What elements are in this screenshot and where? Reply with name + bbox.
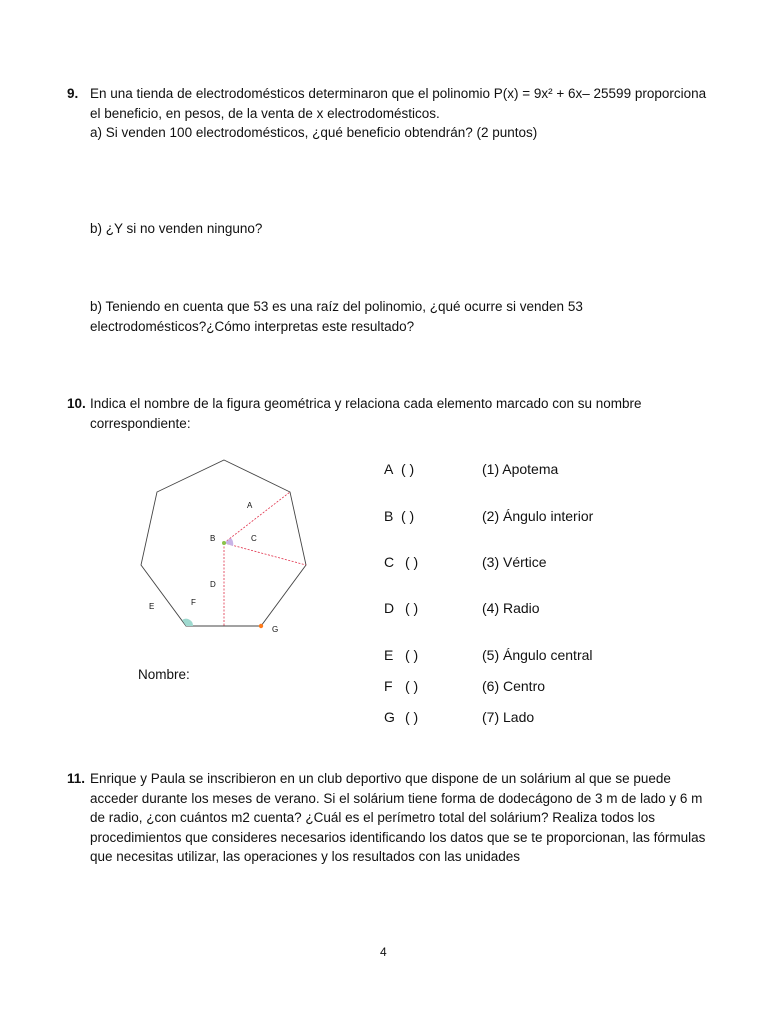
- match-blank[interactable]: ( ): [405, 709, 419, 725]
- match-letter: G: [384, 709, 395, 725]
- match-blank[interactable]: ( ): [405, 647, 419, 663]
- question-10-number: 10.: [67, 396, 86, 411]
- match-blank[interactable]: ( ): [405, 554, 419, 570]
- match-blank[interactable]: ( ): [405, 600, 419, 616]
- match-option: (7) Lado: [482, 709, 535, 725]
- label-g: G: [272, 625, 279, 634]
- match-option: (5) Ángulo central: [482, 647, 593, 663]
- center-point: [222, 541, 226, 545]
- figure-name-label: Nombre:: [138, 667, 190, 682]
- question-10-line-2: correspondiente:: [90, 416, 191, 431]
- label-a: A: [247, 501, 253, 510]
- match-option: (4) Radio: [482, 600, 540, 616]
- question-11-line-2: acceder durante los meses de verano. Si el solárium tiene forma de dodecágono de 3 m de lado y 6 m: [90, 791, 703, 806]
- question-9-line-2: el beneficio, en pesos, de la venta de x electrodomésticos.: [90, 106, 440, 121]
- match-option: (3) Vértice: [482, 554, 547, 570]
- question-11-number: 11.: [67, 771, 86, 786]
- question-11-line-4: procedimientos que consideres necesarios identificando los datos que se te proporcionan, las fórmulas: [90, 830, 706, 845]
- question-11-line-5: que necesitas utilizar, las operaciones y los resultados con las unidades: [90, 849, 521, 864]
- question-11-line-3: de radio, ¿con cuántos m2 cuenta? ¿Cuál es el perímetro total del solárium? Realiza todos los: [90, 810, 656, 825]
- match-option: (2) Ángulo interior: [482, 508, 594, 524]
- match-blank[interactable]: ( ): [405, 678, 419, 694]
- question-9-part-b: b) ¿Y si no venden ninguno?: [90, 221, 263, 236]
- match-letter: C: [384, 554, 395, 570]
- radius-line-2: [224, 543, 306, 565]
- vertex-point: [259, 624, 263, 628]
- match-option: (1) Apotema: [482, 461, 559, 477]
- match-letter: F: [384, 678, 393, 694]
- match-blank[interactable]: ( ): [401, 508, 415, 524]
- label-f: F: [191, 598, 196, 607]
- question-9-part-a: a) Si venden 100 electrodomésticos, ¿qué beneficio obtendrán? (2 puntos): [90, 125, 538, 140]
- interior-angle-mark: [182, 619, 193, 626]
- match-option: (6) Centro: [482, 678, 546, 694]
- match-letter: B: [384, 508, 394, 524]
- match-letter: A: [384, 461, 394, 477]
- match-blank[interactable]: ( ): [401, 461, 415, 477]
- page-number: 4: [380, 945, 387, 959]
- question-9-line-1: En una tienda de electrodomésticos determinaron que el polinomio P(x) = 9x² + 6x– 25599 proporciona: [90, 86, 707, 101]
- radius-line: [224, 492, 290, 543]
- label-b: B: [210, 534, 216, 543]
- label-c: C: [251, 534, 257, 543]
- question-11-line-1: Enrique y Paula se inscribieron en un club deportivo que dispone de un solárium al que se puede: [90, 771, 671, 786]
- label-d: D: [210, 580, 216, 589]
- match-letter: D: [384, 600, 395, 616]
- question-9-number: 9.: [67, 86, 79, 101]
- question-9-part-c-line-2: electrodomésticos?¿Cómo interpretas este resultado?: [90, 319, 415, 334]
- question-9-part-c-line-1: b) Teniendo en cuenta que 53 es una raíz del polinomio, ¿qué ocurre si venden 53: [90, 299, 583, 314]
- label-e: E: [149, 602, 155, 611]
- question-10-line-1: Indica el nombre de la figura geométrica y relaciona cada elemento marcado con su nombre: [90, 396, 642, 411]
- heptagon-figure: [130, 452, 330, 642]
- match-letter: E: [384, 647, 394, 663]
